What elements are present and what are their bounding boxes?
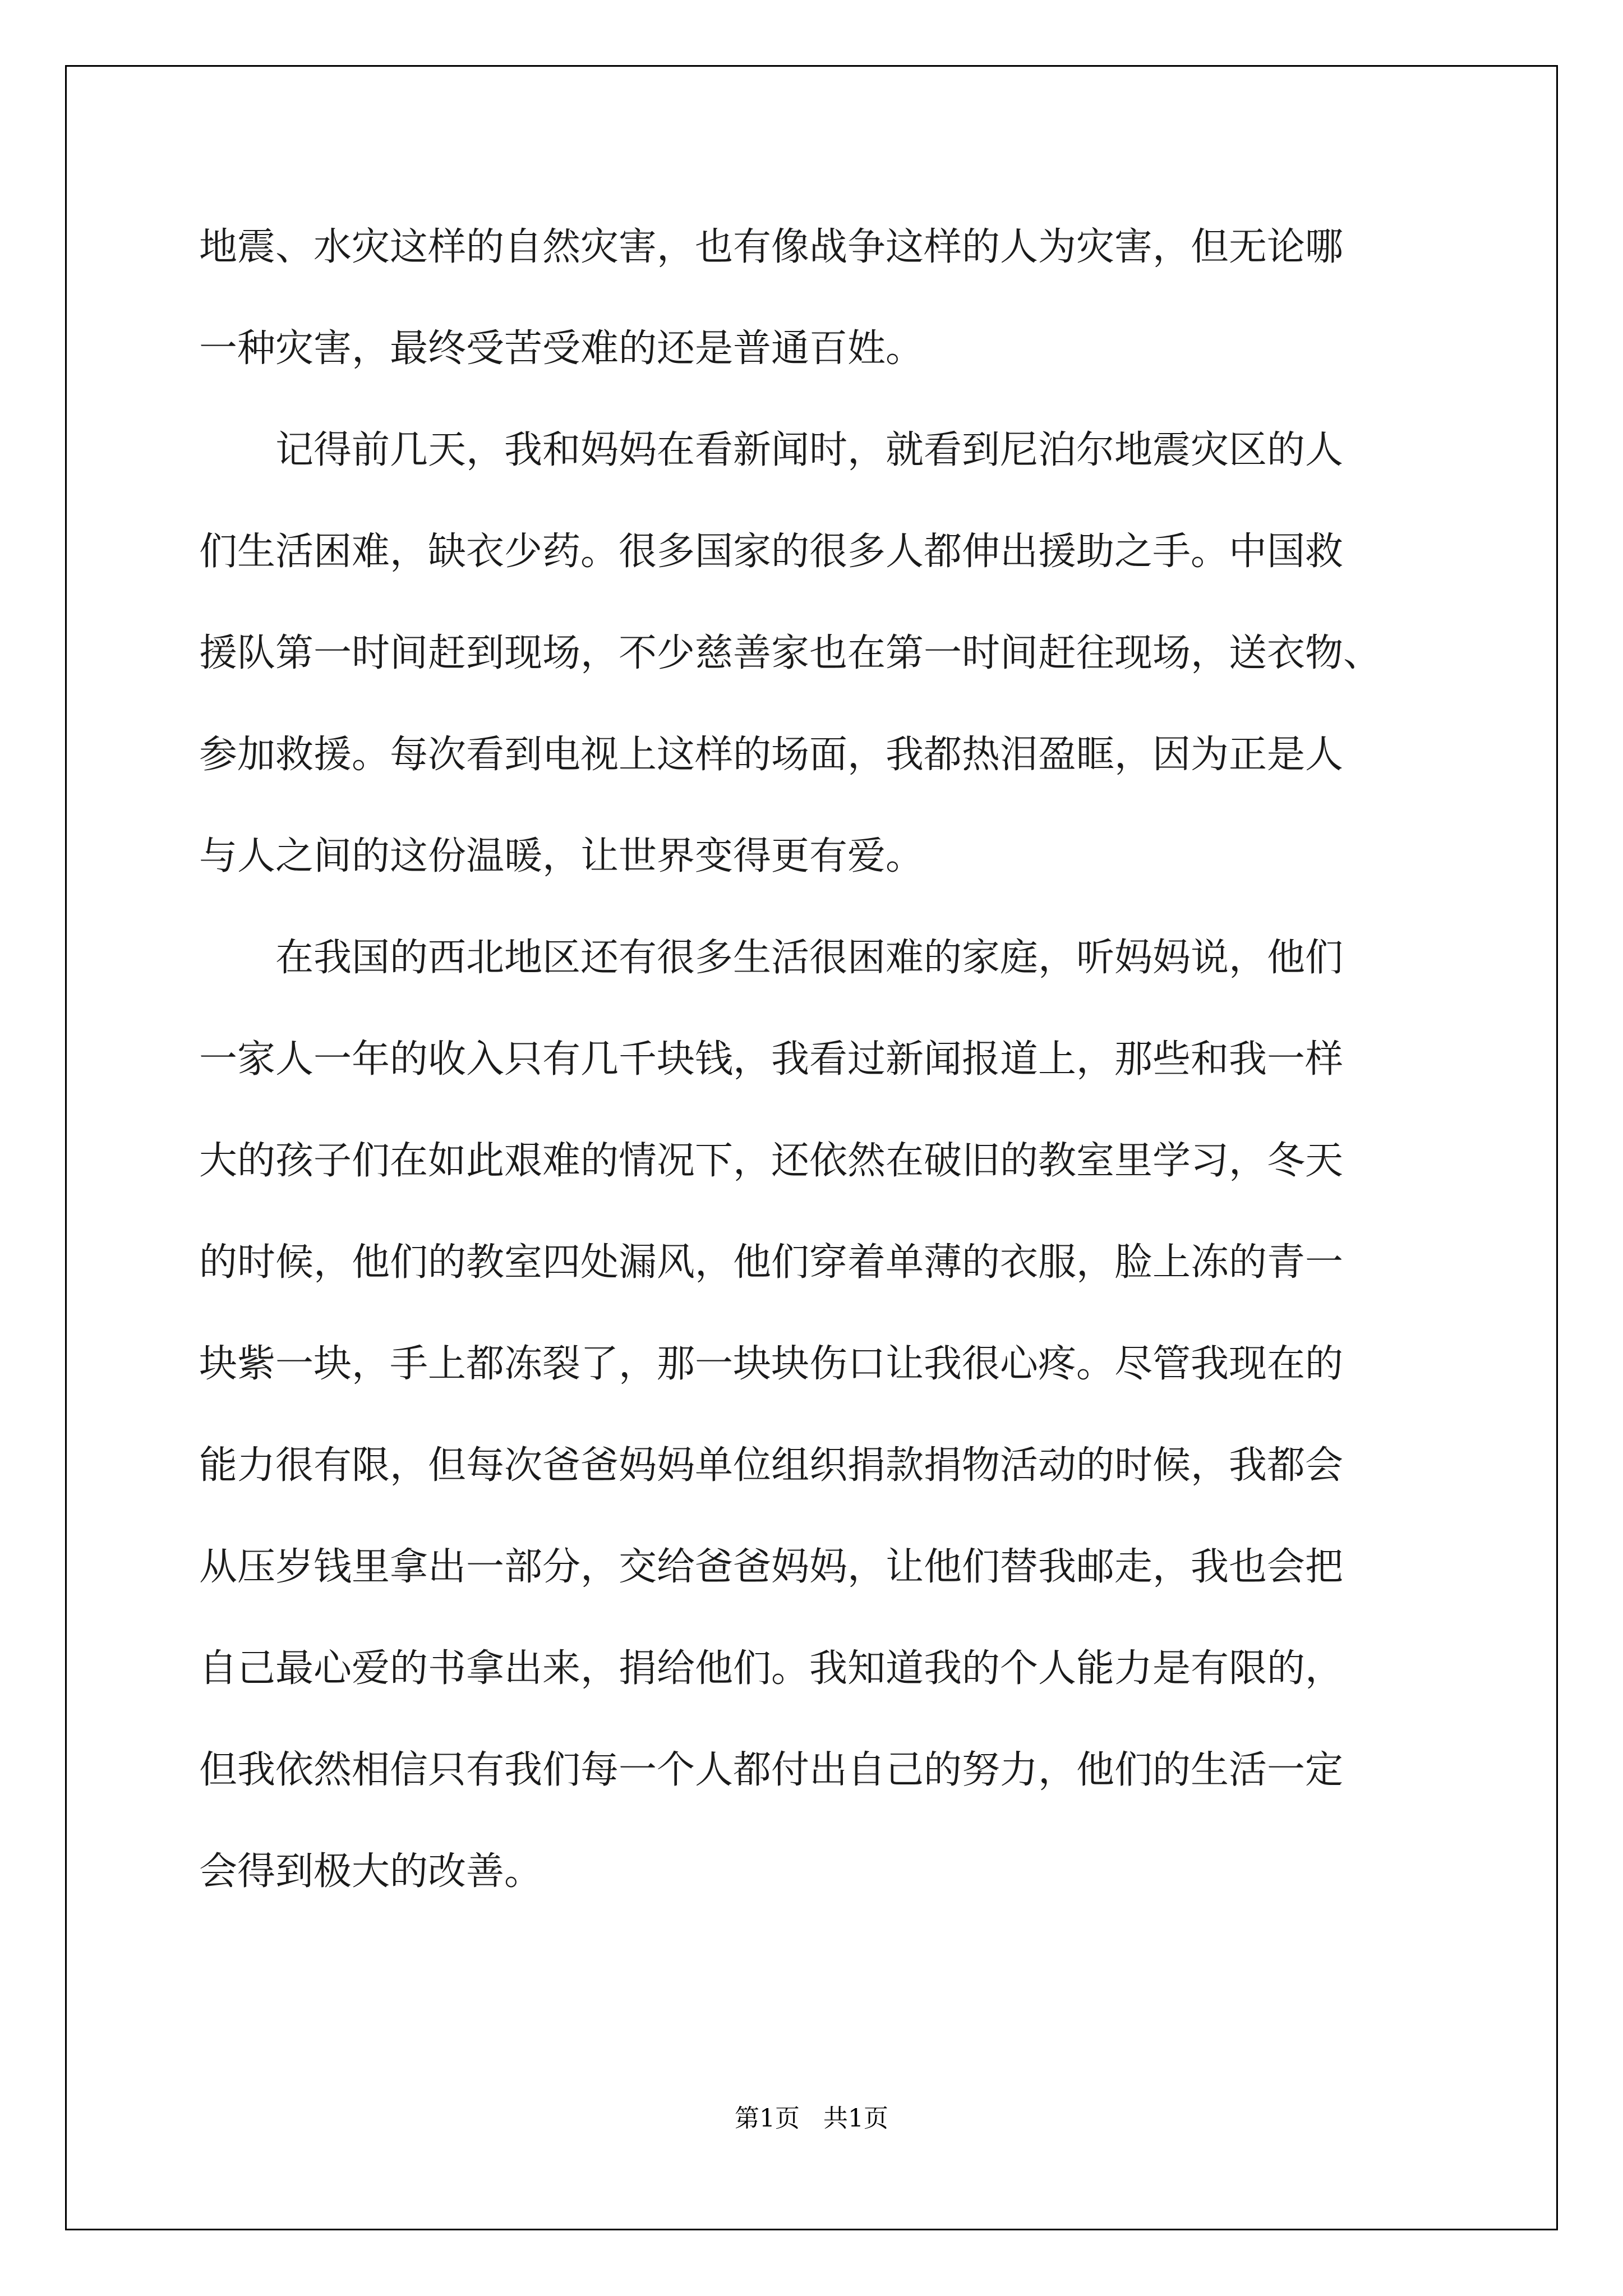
text-line: 援队第一时间赶到现场，不少慈善家也在第一时间赶往现场，送衣物、 (199, 631, 1382, 675)
text-line: 块紫一块，手上都冻裂了，那一块块伤口让我很心疼。尽管我现在的 (199, 1342, 1344, 1386)
page-number: 第1页 共1页 (735, 2104, 888, 2133)
text-line: 记得前几天，我和妈妈在看新闻时，就看到尼泊尔地震灾区的人 (199, 428, 1344, 472)
document-body (199, 196, 1433, 1922)
text-line: 但我依然相信只有我们每一个人都付出自己的努力，他们的生活一定 (199, 1748, 1344, 1792)
text-line: 参加救援。每次看到电视上这样的场面，我都热泪盈眶，因为正是人 (199, 733, 1344, 777)
text-line: 从压岁钱里拿出一部分，交给爸爸妈妈，让他们替我邮走，我也会把 (199, 1545, 1344, 1589)
text-line: 在我国的西北地区还有很多生活很困难的家庭，听妈妈说，他们 (199, 936, 1344, 980)
text-line: 一家人一年的收入只有几千块钱，我看过新闻报道上，那些和我一样 (199, 1037, 1344, 1082)
text-line: 地震、水灾这样的自然灾害，也有像战争这样的人为灾害，但无论哪 (199, 225, 1344, 269)
text-line: 能力很有限，但每次爸爸妈妈单位组织捐款捐物活动的时候，我都会 (199, 1443, 1344, 1488)
text-line: 自己最心爱的书拿出来，捐给他们。我知道我的个人能力是有限的， (199, 1646, 1344, 1691)
text-line: 一种灾害，最终受苦受难的还是普通百姓。 (199, 326, 924, 371)
text-line: 与人之间的这份温暖，让世界变得更有爱。 (199, 834, 924, 878)
text-line: 大的孩子们在如此艰难的情况下，还依然在破旧的教室里学习，冬天 (199, 1139, 1344, 1183)
text-line: 们生活困难，缺衣少药。很多国家的很多人都伸出援助之手。中国救 (199, 530, 1344, 574)
text-line: 会得到极大的改善。 (199, 1849, 543, 1894)
text-line: 的时候，他们的教室四处漏风，他们穿着单薄的衣服，脸上冻的青一 (199, 1240, 1344, 1285)
